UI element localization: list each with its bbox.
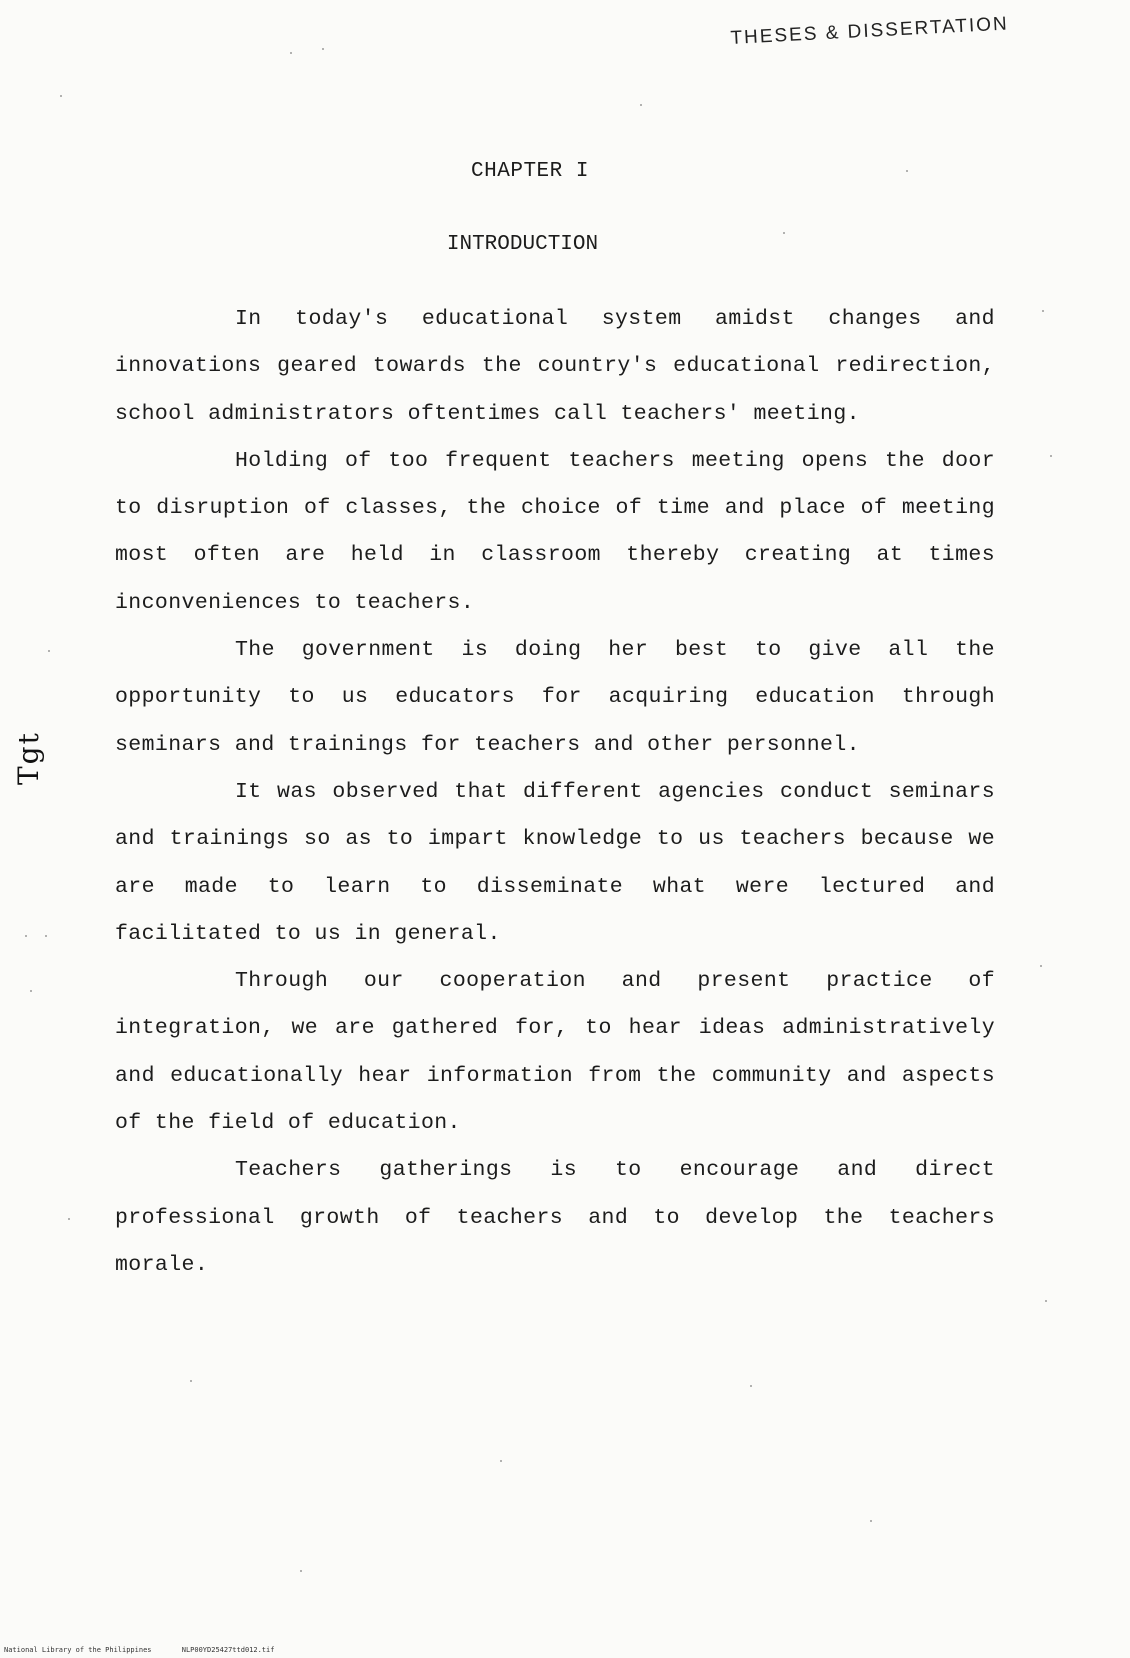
chapter-heading: CHAPTER I xyxy=(471,160,589,183)
scan-speck xyxy=(500,1460,502,1462)
scan-speck xyxy=(1042,310,1044,312)
section-title: INTRODUCTION xyxy=(446,233,599,256)
body-text xyxy=(115,296,995,1289)
scan-speck xyxy=(290,52,292,54)
scan-speck xyxy=(190,1380,192,1382)
theses-stamp: THESES & DISSERTATION xyxy=(730,13,1010,49)
scan-speck xyxy=(750,1385,752,1387)
scan-speck xyxy=(640,104,642,106)
scan-speck xyxy=(60,95,62,97)
scan-speck xyxy=(783,232,785,234)
scan-speck xyxy=(1040,965,1042,967)
scan-speck xyxy=(906,170,908,172)
scan-speck xyxy=(1050,455,1052,457)
scan-speck xyxy=(30,990,32,992)
footer-library: National Library of the Philippines xyxy=(4,1646,152,1654)
paragraph: Teachers gatherings is to encourage and direct professional growth of teachers and to develop the teachers morale. xyxy=(115,1158,995,1277)
paragraph: The government is doing her best to give all the opportunity to us educators for acquiring education through seminars and trainings for teachers and other personnel. xyxy=(115,638,995,757)
handwritten-margin-note: Tgt xyxy=(12,731,45,785)
footer-filename: NLP00YD25427ttd012.tif xyxy=(181,1646,275,1654)
scan-speck xyxy=(870,1520,872,1522)
paragraph: Through our cooperation and present practice of integration, we are gathered for, to hear ideas administratively and educationally hear information from the community and aspects of the field of education. xyxy=(115,969,995,1136)
scan-speck xyxy=(322,48,324,50)
scan-speck xyxy=(300,1570,302,1572)
paragraph: In today's educational system amidst changes and innovations geared towards the country's educational redirection, school administrators oftentimes call teachers' meeting. xyxy=(115,307,995,426)
paragraph: Holding of too frequent teachers meeting opens the door to disruption of classes, the choice of time and place of meeting most often are held in classroom thereby creating at times inconveniences to teachers. xyxy=(115,448,995,615)
scan-speck xyxy=(1045,1300,1047,1302)
paragraph: It was observed that different agencies conduct seminars and trainings so as to impart knowledge to us teachers because we are made to learn to disseminate what were lectured and facilitated to us in general. xyxy=(115,779,995,946)
scan-footer xyxy=(4,1646,300,1654)
scan-speck xyxy=(48,650,50,652)
scan-speck xyxy=(45,935,47,937)
scan-speck xyxy=(25,935,27,937)
scan-speck xyxy=(68,1218,70,1220)
